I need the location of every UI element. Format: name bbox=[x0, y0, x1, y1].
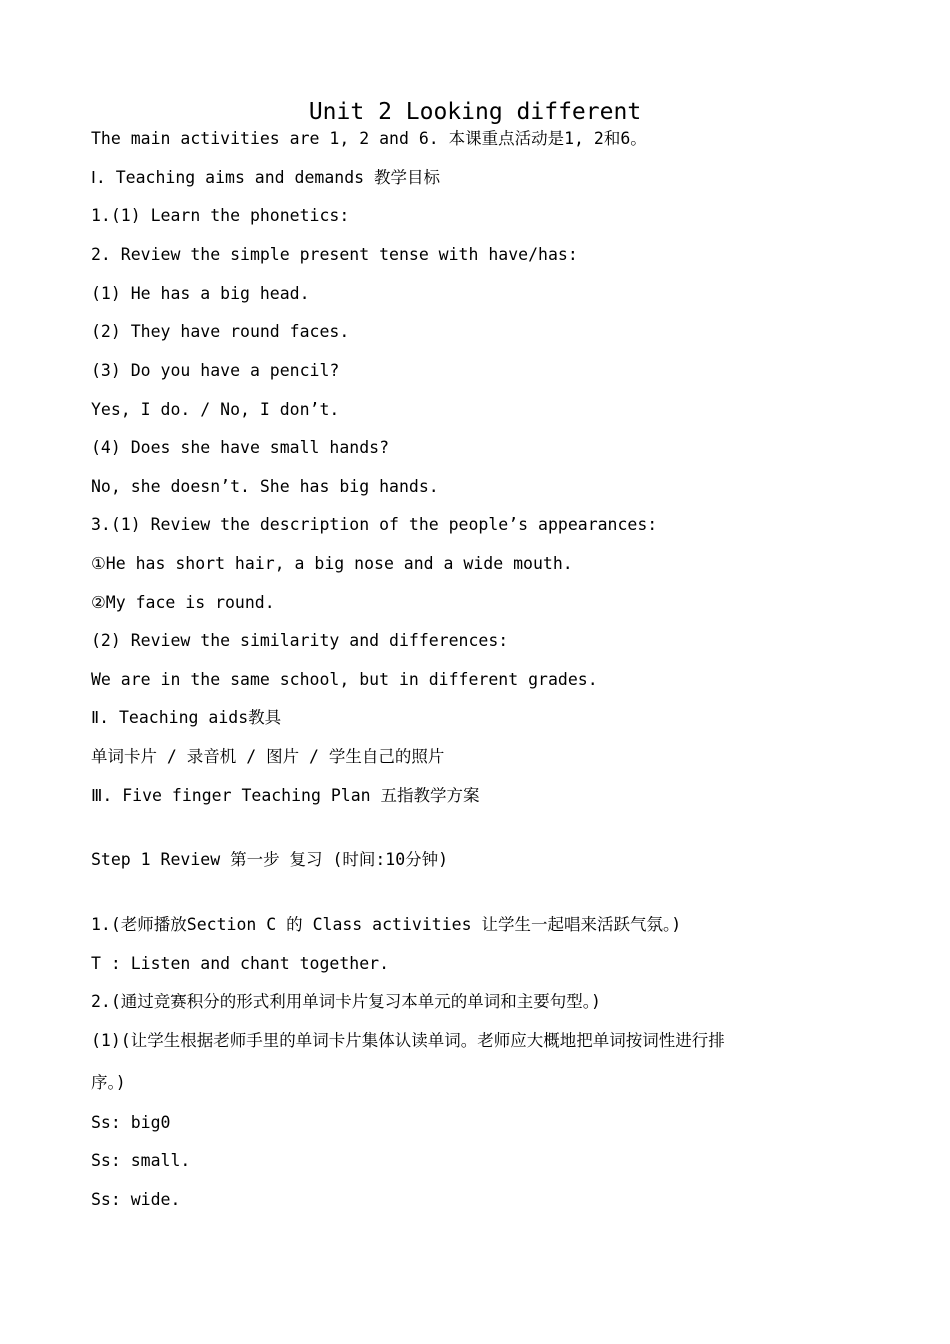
section-heading-aims: Ⅰ. Teaching aims and demands 教学目标 bbox=[91, 168, 441, 187]
aim-phonetics-line: 1.(1) Learn the phonetics: bbox=[91, 206, 350, 225]
section-heading-aids: Ⅱ. Teaching aids教具 bbox=[91, 708, 282, 727]
teaching-aids-list: 单词卡片 / 录音机 / 图片 / 学生自己的照片 bbox=[91, 747, 445, 766]
section-heading-plan: Ⅲ. Five finger Teaching Plan 五指教学方案 bbox=[91, 786, 480, 805]
aim-review-tense-line: 2. Review the simple present tense with have/has: bbox=[91, 245, 578, 264]
example-sentence-line: (2) They have round faces. bbox=[91, 322, 350, 341]
student-response-line: Ss: wide. bbox=[91, 1190, 181, 1209]
step-instruction-line: 1.(老师播放Section C 的 Class activities 让学生一起唱来活跃气氛。) bbox=[91, 915, 682, 934]
step-instruction-continuation: 序。) bbox=[91, 1073, 126, 1092]
aim-similarity-line: (2) Review the similarity and differences: bbox=[91, 631, 509, 650]
example-sentence-line: (4) Does she have small hands? bbox=[91, 438, 390, 457]
main-activities-line: The main activities are 1, 2 and 6. 本课重点活动是1, 2和6。 bbox=[91, 129, 647, 148]
student-response-line: Ss: big0 bbox=[91, 1113, 171, 1132]
example-sentence-line: ②My face is round. bbox=[91, 593, 275, 612]
document-title: Unit 2 Looking different bbox=[308, 99, 642, 125]
aim-appearances-line: 3.(1) Review the description of the people’s appearances: bbox=[91, 515, 658, 534]
teacher-line: T : Listen and chant together. bbox=[91, 954, 390, 973]
example-sentence-line: We are in the same school, but in different grades. bbox=[91, 670, 598, 689]
step-heading: Step 1 Review 第一步 复习 (时间:10分钟) bbox=[91, 850, 449, 869]
example-sentence-line: (3) Do you have a pencil? bbox=[91, 361, 340, 380]
example-sentence-line: ①He has short hair, a big nose and a wide mouth. bbox=[91, 554, 573, 573]
step-instruction-line: (1)(让学生根据老师手里的单词卡片集体认读单词。老师应大概地把单词按词性进行排 bbox=[91, 1031, 725, 1050]
example-sentence-line: (1) He has a big head. bbox=[91, 284, 310, 303]
student-response-line: Ss: small. bbox=[91, 1151, 191, 1170]
example-answer-line: Yes, I do. / No, I don’t. bbox=[91, 400, 340, 419]
step-instruction-line: 2.(通过竞赛积分的形式利用单词卡片复习本单元的单词和主要句型。) bbox=[91, 992, 601, 1011]
example-answer-line: No, she doesn’t. She has big hands. bbox=[91, 477, 439, 496]
